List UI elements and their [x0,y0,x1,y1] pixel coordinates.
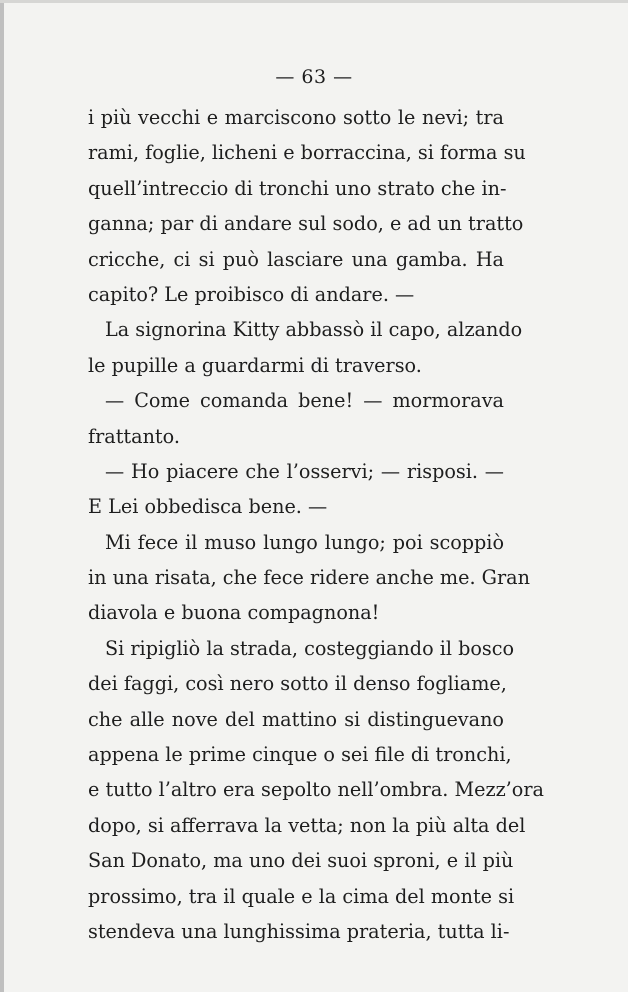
body-text [88,100,544,949]
text-line-8: le pupille a guardarmi di traverso. [88,353,422,377]
text-line-10: frattanto. [88,424,180,448]
text-line-6: capito? Le proibisco di andare. — [88,282,415,306]
text-line-1: i più vecchi e marciscono sotto le nevi; tra [88,106,504,129]
text-line-2: rami, foglie, licheni e borraccina, si forma su [88,141,526,165]
text-line-12: E Lei obbedisca bene. — [88,495,328,519]
page-edge-shadow [0,0,4,992]
text-line-15: diavola e buona compagnona! [88,601,380,625]
page-edge-top [0,0,628,3]
text-line-22: San Donato, ma uno dei suoi sproni, e il più [88,849,514,873]
text-line-3: quell’intreccio di tronchi uno strato che in- [88,176,507,200]
text-line-17: dei faggi, così nero sotto il denso fogliame, [88,672,507,696]
text-line-13: Mi fece il muso lungo lungo; poi scoppiò [105,530,504,554]
text-line-14: in una risata, che fece ridere anche me. Gran [88,566,530,590]
text-line-18: che alle nove del mattino si distinguevano [88,707,504,731]
text-line-21: dopo, si afferrava la vetta; non la più alta del [88,813,526,837]
text-line-23: prossimo, tra il quale e la cima del monte si [88,884,515,908]
text-line-5: cricche, ci si può lasciare una gamba. Ha [88,247,504,271]
page-number: — 63 — [275,66,353,88]
text-line-11: — Ho piacere che l’osservi; — risposi. — [105,459,504,483]
text-line-24: stendeva una lunghissima prateria, tutta li- [88,919,510,943]
text-line-20: e tutto l’altro era sepolto nell’ombra. Mezz’ora [88,778,544,802]
text-line-19: appena le prime cinque o sei file di tronchi, [88,743,512,767]
text-line-7: La signorina Kitty abbassò il capo, alzando [105,318,523,342]
text-line-4: ganna; par di andare sul sodo, e ad un tratto [88,212,524,236]
text-line-9: — Come comanda bene! — mormorava [105,389,504,413]
text-line-16: Si ripigliò la strada, costeggiando il bosco [105,636,515,660]
